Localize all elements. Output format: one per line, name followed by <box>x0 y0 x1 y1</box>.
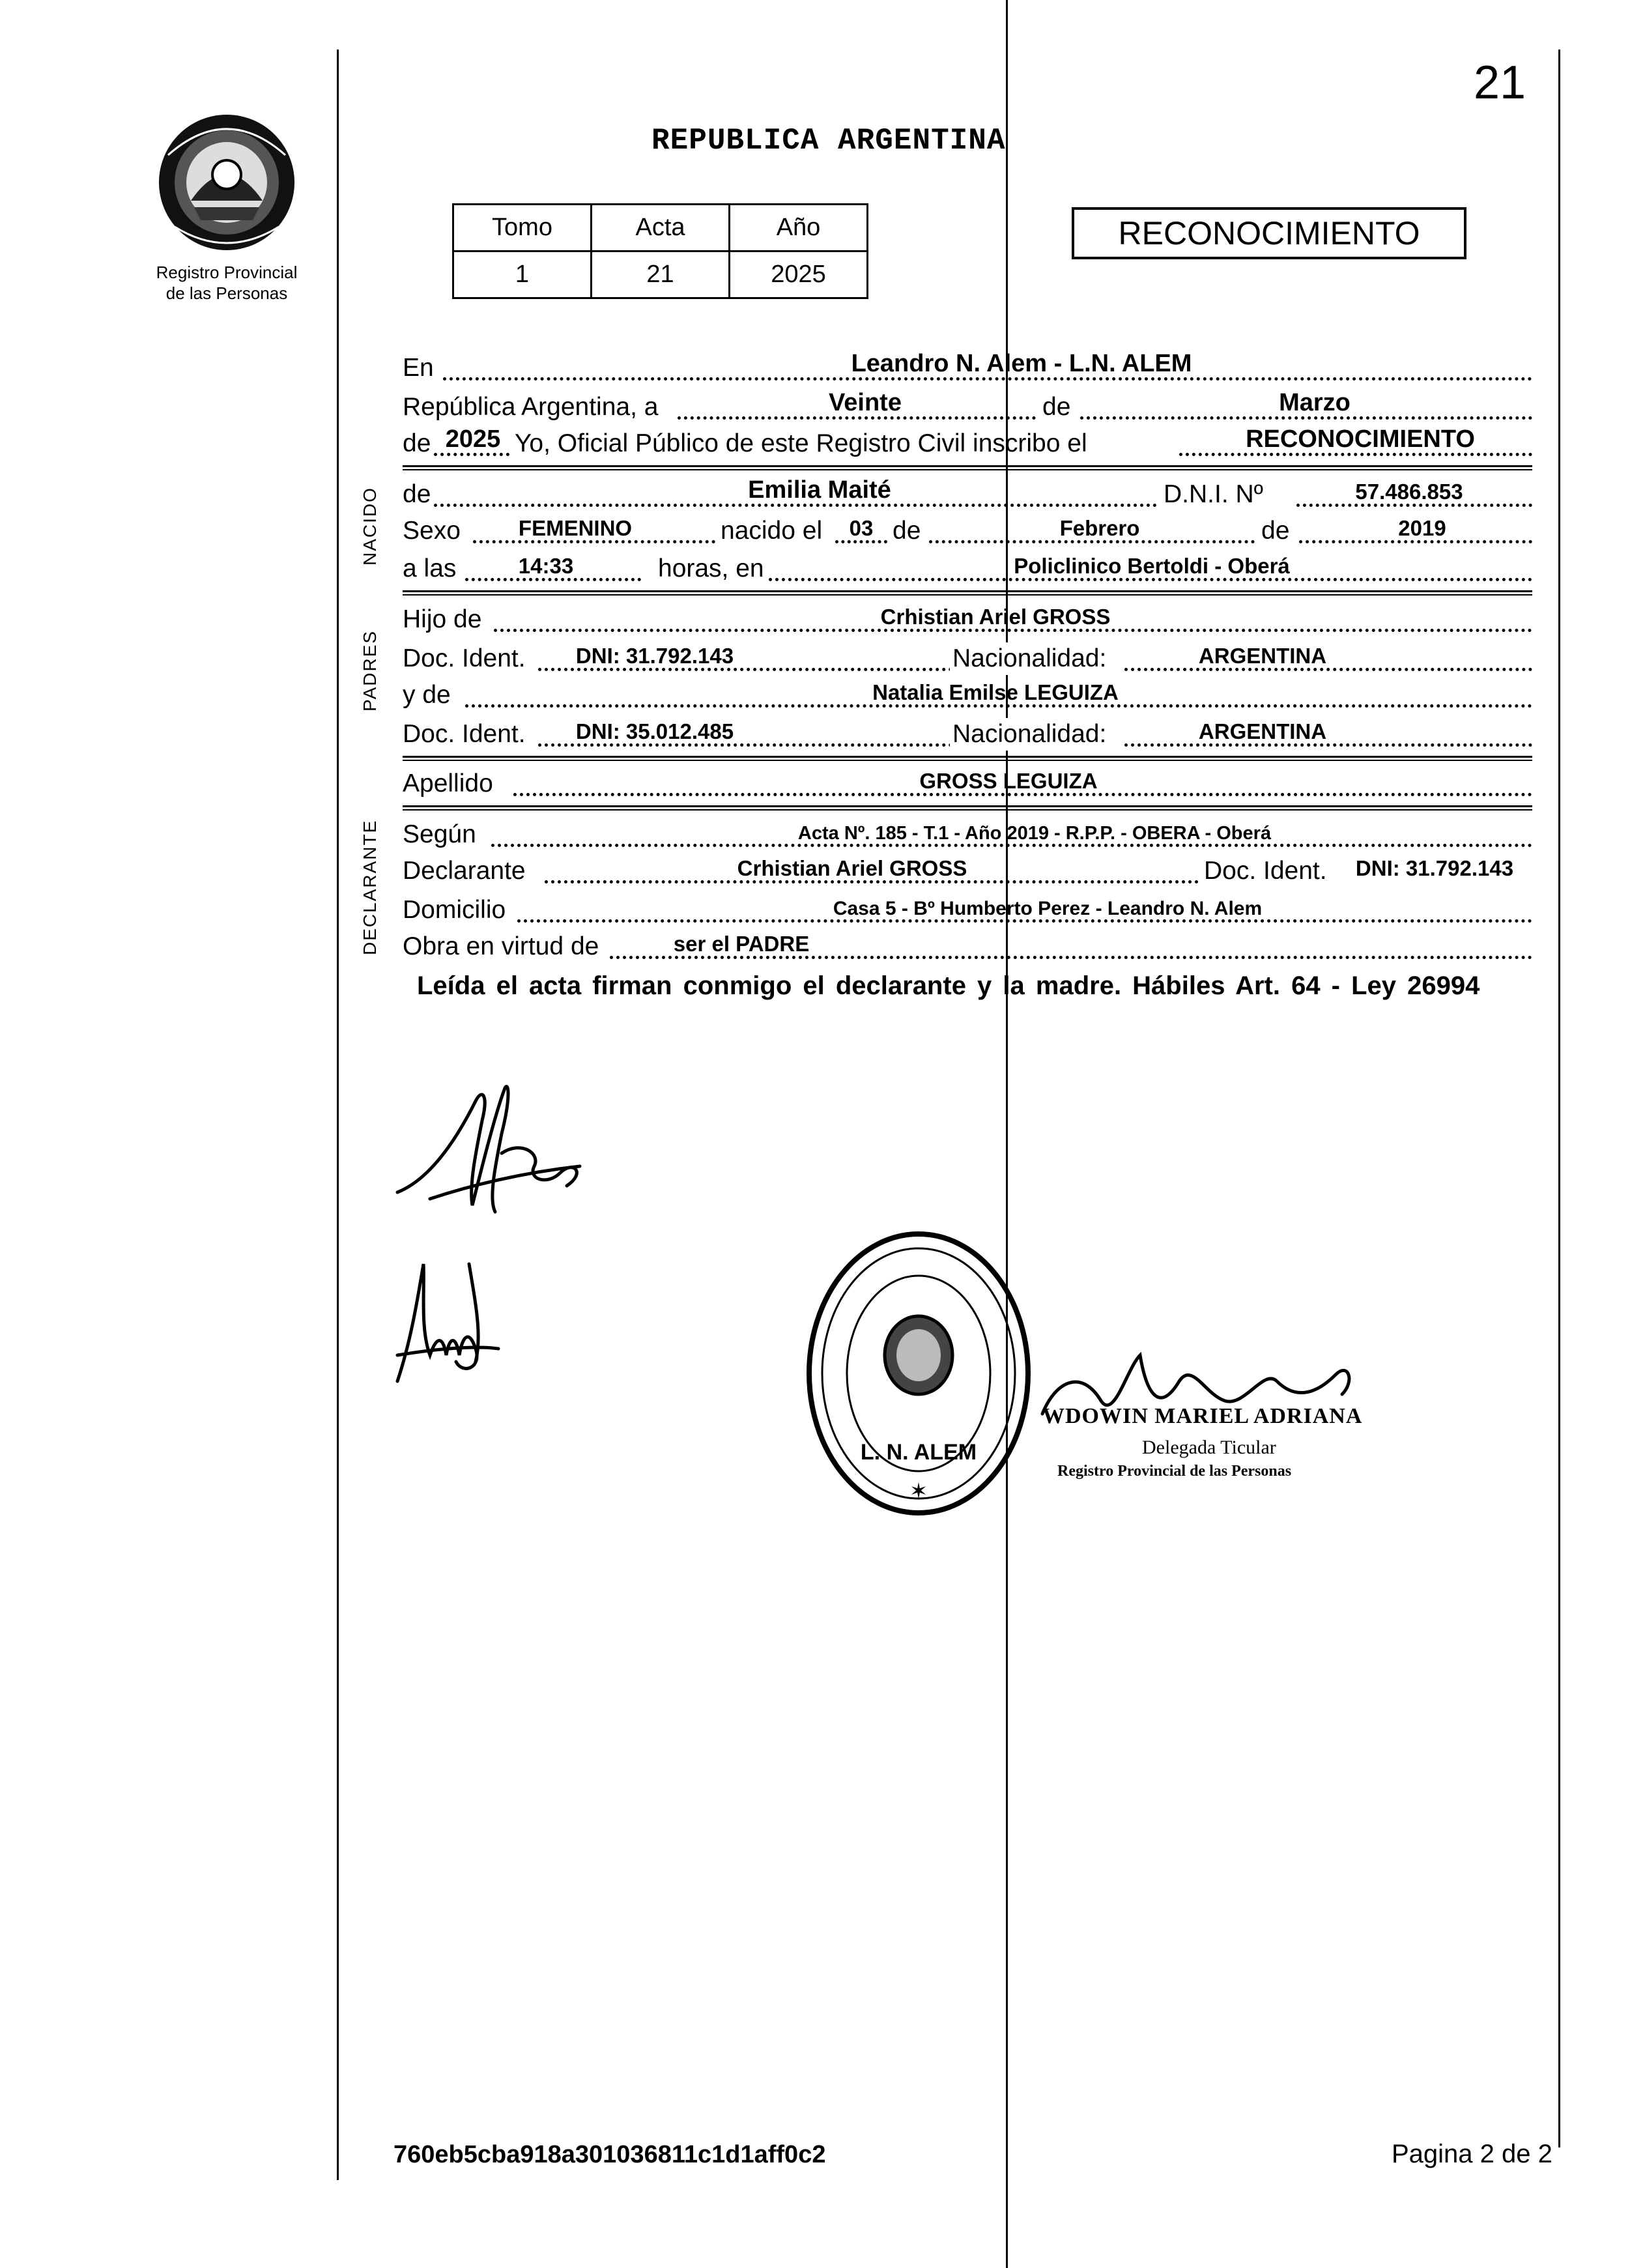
address-value: Casa 5 - Bº Humberto Perez - Leandro N. Alem <box>833 898 1263 919</box>
statement-row <box>403 427 1532 460</box>
according-value: Acta Nº. 185 - T.1 - Año 2019 - R.P.P. - OBERA - Oberá <box>797 823 1272 844</box>
de-label: de <box>1042 393 1071 421</box>
child-of-label: Hijo de <box>403 605 482 633</box>
born-on-label: nacido el <box>721 517 823 545</box>
section-divider <box>403 465 1532 467</box>
day-value: Veinte <box>829 389 902 416</box>
according-row <box>403 818 1532 851</box>
section-divider <box>403 469 1532 470</box>
registry-caption <box>124 262 330 304</box>
declarant-section-label: DECLARANTE <box>360 819 380 955</box>
section-divider <box>403 594 1532 596</box>
registrar-name: WDOWIN MARIEL ADRIANA <box>1042 1404 1363 1428</box>
nationality-label: Nacionalidad: <box>950 642 1106 675</box>
sex-value: FEMENINO <box>518 516 633 540</box>
reference-value-row <box>453 251 868 298</box>
month-value: Marzo <box>1279 389 1351 416</box>
official-stamp <box>801 1225 1036 1525</box>
reference-table <box>452 203 868 299</box>
page-counter: Pagina 2 de 2 <box>1392 2140 1552 2168</box>
svg-text:L. N. ALEM: L. N. ALEM <box>860 1440 977 1465</box>
ano-value: 2025 <box>730 251 868 298</box>
birth-month-value: Febrero <box>1059 516 1140 540</box>
according-label: Según <box>403 820 476 848</box>
born-name-row <box>403 478 1532 511</box>
statement-text: Yo, Oficial Público de este Registro Civil inscribo el <box>515 429 1087 457</box>
at-label: a las <box>403 554 457 582</box>
section-divider <box>403 760 1532 761</box>
acta-header: Acta <box>592 205 730 251</box>
surname-row <box>403 768 1532 800</box>
page-number: 21 <box>1474 57 1526 109</box>
hours-label: horas, en <box>658 554 764 582</box>
tomo-value: 1 <box>453 251 592 298</box>
section-divider <box>403 805 1532 807</box>
surname-value: GROSS LEGUIZA <box>919 769 1098 793</box>
year-value: 2025 <box>445 425 501 453</box>
right-margin-rule <box>1558 50 1560 2147</box>
place-label: En <box>403 354 434 382</box>
mother-doc-value: DNI: 35.012.485 <box>575 719 734 743</box>
address-label: Domicilio <box>403 896 506 924</box>
section-divider <box>403 590 1532 592</box>
de-label: de <box>1261 517 1290 545</box>
born-sex-row <box>403 515 1532 547</box>
closing-text: Leída el acta firman conmigo el declarante y la madre. Hábiles Art. 64 - Ley 26994 <box>417 971 1480 1000</box>
act-type-box: RECONOCIMIENTO <box>1072 207 1466 259</box>
surname-label: Apellido <box>403 769 493 797</box>
de-label: de <box>403 429 431 457</box>
sex-label: Sexo <box>403 517 461 545</box>
registry-caption-line1: Registro Provincial <box>156 263 298 282</box>
birth-place-value: Policlinico Bertoldi - Oberá <box>1014 554 1290 578</box>
doc-label: Doc. Ident. <box>403 644 526 672</box>
declarant-name-value: Crhistian Ariel GROSS <box>737 856 967 880</box>
reference-header-row <box>453 205 868 251</box>
provincial-seal-logo <box>155 109 298 253</box>
declarant-signature <box>391 1075 599 1238</box>
declarant-row <box>403 855 1532 887</box>
center-fold-line <box>1006 0 1008 2268</box>
declarant-label: Declarante <box>403 857 526 885</box>
registrar-role: Delegada Ticular <box>1142 1437 1276 1458</box>
country-date-label: República Argentina, a <box>403 393 659 421</box>
father-doc-row <box>403 642 1532 675</box>
dni-label: D.N.I. Nº <box>1164 480 1263 508</box>
doc-label: Doc. Ident. <box>1204 857 1327 885</box>
father-doc-value: DNI: 31.792.143 <box>575 644 734 668</box>
left-margin-rule <box>337 50 339 2180</box>
document-hash: 760eb5cba918a301036811c1d1aff0c2 <box>393 2141 826 2168</box>
birth-day-value: 03 <box>849 516 874 540</box>
tomo-header: Tomo <box>453 205 592 251</box>
date-row <box>403 391 1532 423</box>
registrar-office: Registro Provincial de las Personas <box>1057 1463 1292 1480</box>
mother-name-value: Natalia Emilse LEGUIZA <box>872 680 1119 704</box>
svg-text:✶: ✶ <box>909 1479 928 1504</box>
nationality-label: Nacionalidad: <box>950 718 1106 751</box>
registry-caption-line2: de las Personas <box>165 283 288 303</box>
acta-value: 21 <box>592 251 730 298</box>
born-section-label: NACIDO <box>360 487 380 566</box>
mother-row <box>403 679 1532 711</box>
and-label: y de <box>403 681 451 709</box>
father-row <box>403 603 1532 636</box>
ano-header: Año <box>730 205 868 251</box>
born-name-value: Emilia Maité <box>748 476 891 504</box>
section-divider <box>403 809 1532 811</box>
acting-row <box>403 930 1532 963</box>
mother-nationality-value: ARGENTINA <box>1198 719 1327 743</box>
parents-section-label: PADRES <box>360 629 380 711</box>
acting-value: ser el PADRE <box>673 932 810 956</box>
acting-label: Obra en virtud de <box>403 932 599 960</box>
place-row <box>403 352 1532 384</box>
doc-label: Doc. Ident. <box>403 720 526 748</box>
mother-doc-row <box>403 718 1532 751</box>
country-title: REPUBLICA ARGENTINA <box>651 124 1006 158</box>
born-dni-value: 57.486.853 <box>1355 480 1463 504</box>
father-nationality-value: ARGENTINA <box>1198 644 1327 668</box>
de-label: de <box>893 517 921 545</box>
address-row <box>403 894 1532 926</box>
place-value: Leandro N. Alem - L.N. ALEM <box>851 350 1192 377</box>
section-divider <box>403 756 1532 758</box>
father-name-value: Crhistian Ariel GROSS <box>880 605 1111 629</box>
declarant-doc-value: DNI: 31.792.143 <box>1337 856 1532 881</box>
mother-signature <box>384 1251 502 1394</box>
born-time-row <box>403 553 1532 585</box>
name-label: de <box>403 480 431 508</box>
statement-value: RECONOCIMIENTO <box>1246 425 1475 453</box>
birth-time-value: 14:33 <box>518 554 574 578</box>
birth-year-value: 2019 <box>1398 516 1446 540</box>
